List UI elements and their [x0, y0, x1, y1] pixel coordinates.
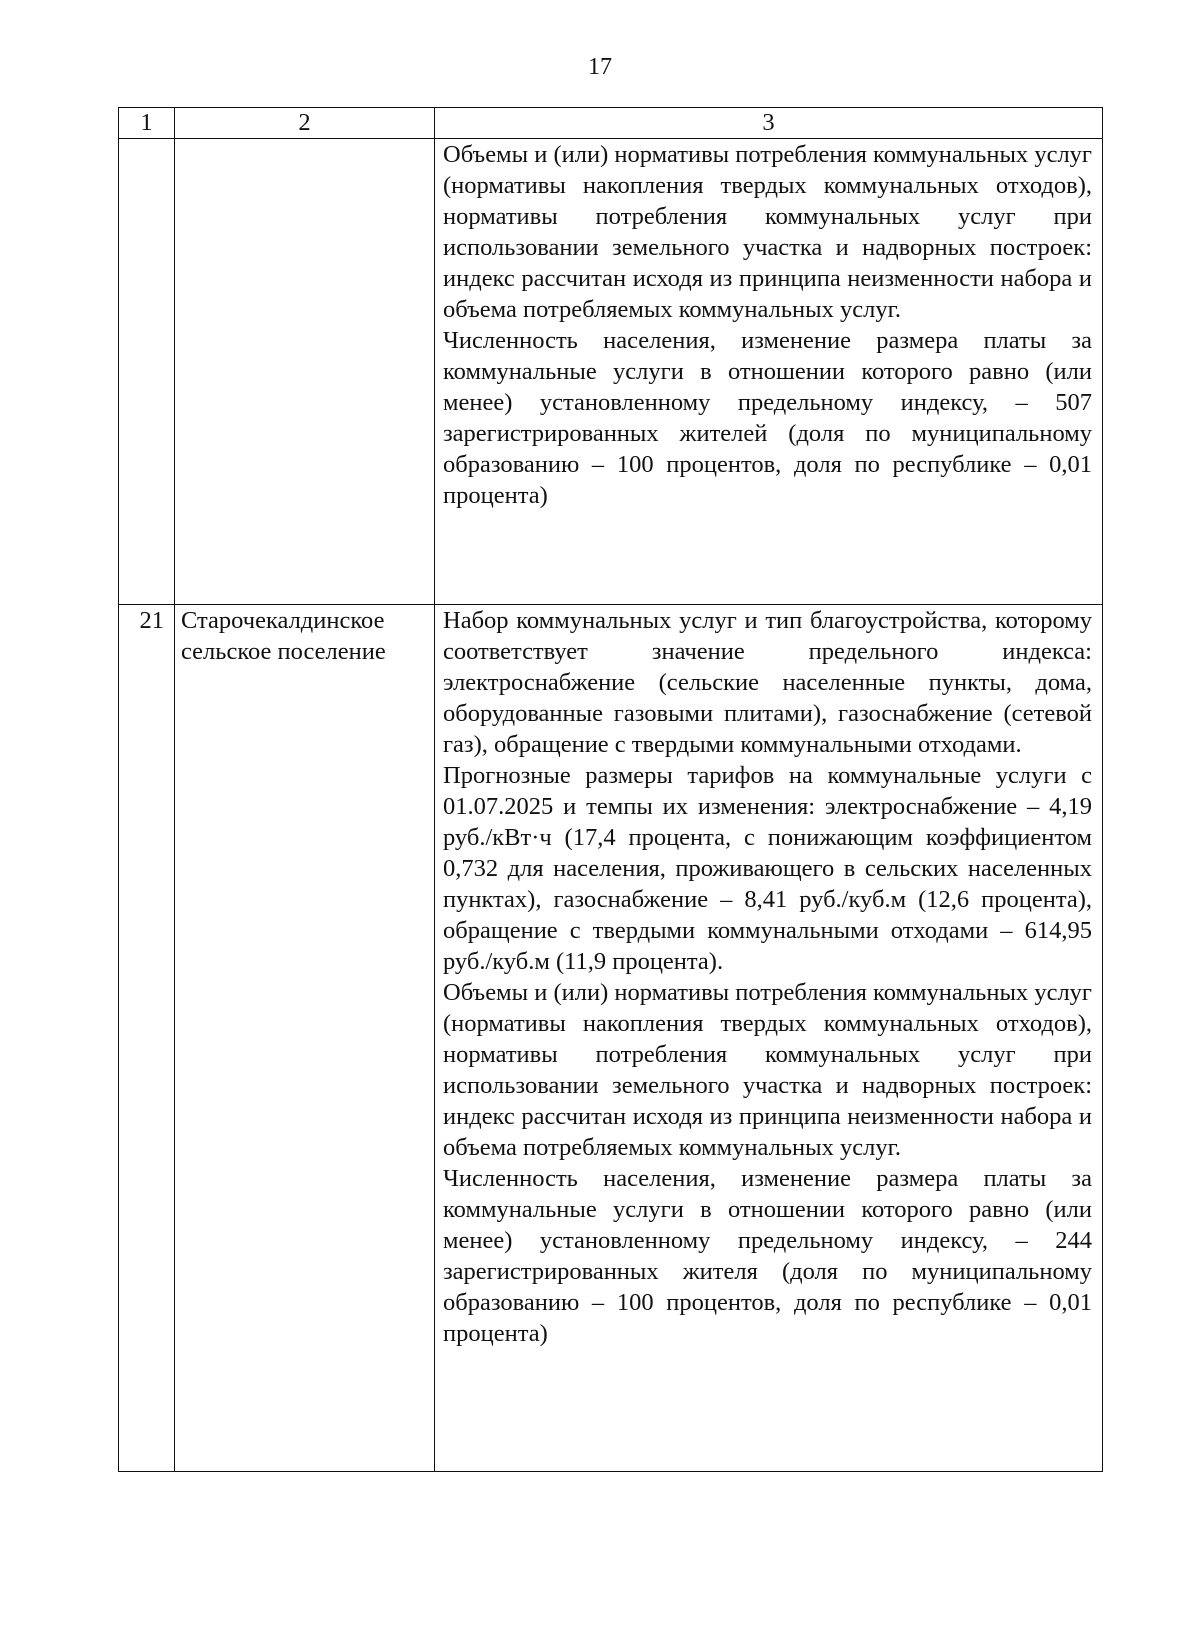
- data-table: [118, 107, 1103, 1472]
- row-number-cell: [119, 139, 175, 605]
- column-header-3: 3: [435, 108, 1103, 139]
- table-header-row: [119, 108, 1103, 139]
- table-row: [119, 605, 1103, 1472]
- paragraph-utility-set: Набор коммунальных услуг и тип благоустройства, которому соответствует значение предельного индекса: электроснабжение (сельские населенные пункты, дома, оборудованные газовыми плитами), газоснабжение (сетевой газ), обращение с твердыми коммунальными отходами.: [443, 607, 1092, 758]
- page-number: 17: [588, 54, 612, 80]
- settlement-name-cell: [175, 139, 435, 605]
- table-row: [119, 139, 1103, 605]
- column-header-1: 1: [119, 108, 175, 139]
- paragraph-consumption-volumes: Объемы и (или) нормативы потребления коммунальных услуг (нормативы накопления твердых коммунальных отходов), нормативы потребления коммунальных услуг при использовании земельного участка и надворных построек: индекс рассчитан исходя из принципа неизменности набора и объема потребляемых коммунальных услуг.: [443, 141, 1092, 323]
- paragraph-tariffs: Прогнозные размеры тарифов на коммунальные услуги с 01.07.2025 и темпы их изменения: электроснабжение – 4,19 руб./кВт·ч (17,4 процента, с понижающим коэффициентом 0,732 для населения, проживающего в сельских населенных пунктах), газоснабжение – 8,41 руб./куб.м (12,6 процента), обращение с твердыми коммунальными отходами – 614,95 руб./куб.м (11,9 процента).: [443, 762, 1092, 975]
- paragraph-consumption-volumes: Объемы и (или) нормативы потребления коммунальных услуг (нормативы накопления твердых коммунальных отходов), нормативы потребления коммунальных услуг при использовании земельного участка и надворных построек: индекс рассчитан исходя из принципа неизменности набора и объема потребляемых коммунальных услуг.: [443, 979, 1092, 1161]
- settlement-name-cell: Старочекалдинское сельское поселение: [175, 605, 435, 1472]
- description-cell: [435, 605, 1103, 1472]
- row-number-cell: 21: [119, 605, 175, 1472]
- paragraph-population: Численность населения, изменение размера платы за коммунальные услуги в отношении которого равно (или менее) установленному предельному индексу, – 507 зарегистрированных жителей (доля по муниципальному образованию – 100 процентов, доля по республике – 0,01 процента): [443, 327, 1092, 509]
- paragraph-population: Численность населения, изменение размера платы за коммунальные услуги в отношении которого равно (или менее) установленному предельному индексу, – 244 зарегистрированных жителя (доля по муниципальному образованию – 100 процентов, доля по республике – 0,01 процента): [443, 1165, 1092, 1347]
- description-cell: [435, 139, 1103, 605]
- column-header-2: 2: [175, 108, 435, 139]
